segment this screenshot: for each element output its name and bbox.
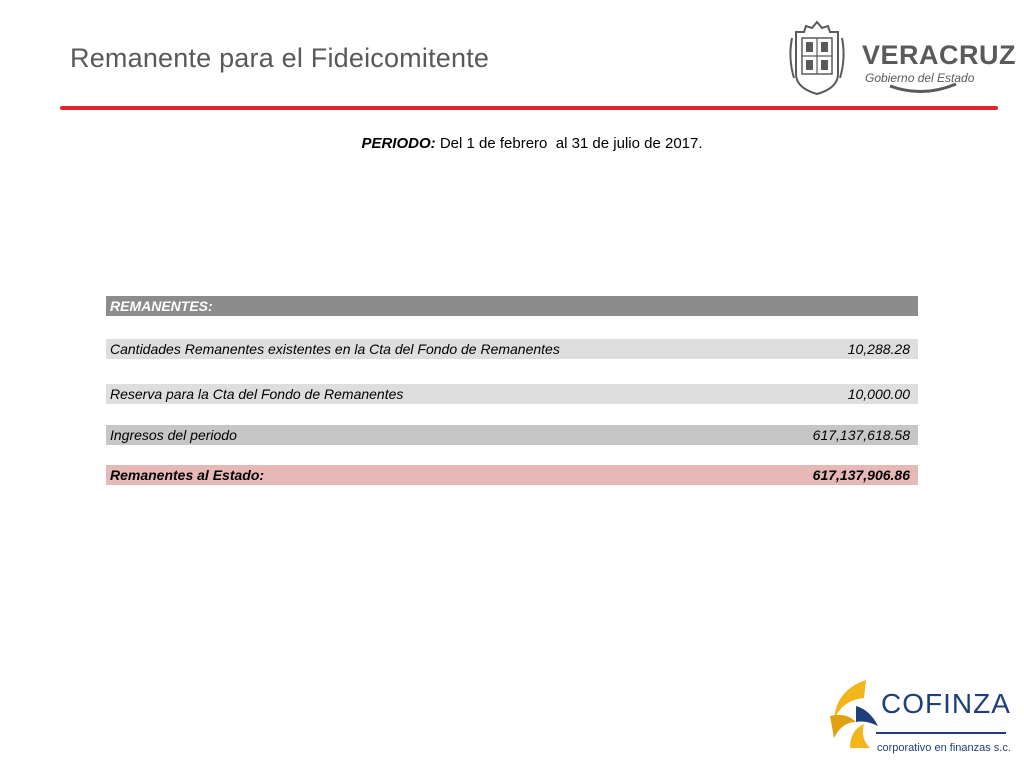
row-label: Reserva para la Cta del Fondo de Remanentes (110, 386, 404, 402)
row-label: Cantidades Remanentes existentes en la Cta del Fondo de Remanentes (110, 341, 560, 357)
cofinza-logo (826, 674, 1022, 760)
veracruz-logo-subtitle: Gobierno del Estado (865, 71, 975, 85)
logo-swoosh-icon (888, 82, 958, 96)
veracruz-logo (780, 18, 1017, 96)
star-swirl-icon (826, 676, 886, 752)
cofinza-logo-rule (876, 732, 1006, 734)
table-header-label: REMANENTES: (110, 298, 213, 314)
cofinza-logo-subtitle: corporativo en finanzas s.c. (877, 742, 1011, 754)
period-line (0, 135, 1024, 152)
table-row (106, 339, 918, 359)
row-value: 617,137,618.58 (812, 427, 910, 443)
period-label: PERIODO: (361, 135, 436, 152)
table-row (106, 425, 918, 445)
total-label: Remanentes al Estado: (110, 467, 265, 483)
slide-title: Remanente para el Fideicomitente (70, 43, 490, 73)
coat-of-arms-icon (784, 18, 850, 96)
total-row (106, 465, 918, 485)
table-header (106, 296, 918, 316)
row-value: 10,288.28 (847, 341, 910, 357)
title-divider (60, 106, 998, 110)
row-value: 10,000.00 (847, 386, 910, 402)
table-row (106, 384, 918, 404)
cofinza-logo-name: COFINZA (881, 688, 1011, 719)
total-value: 617,137,906.86 (812, 467, 910, 483)
period-text: Del 1 de febrero al 31 de julio de 2017. (435, 135, 703, 152)
row-label: Ingresos del periodo (110, 427, 237, 443)
veracruz-logo-name: VERACRUZ (862, 40, 1017, 70)
